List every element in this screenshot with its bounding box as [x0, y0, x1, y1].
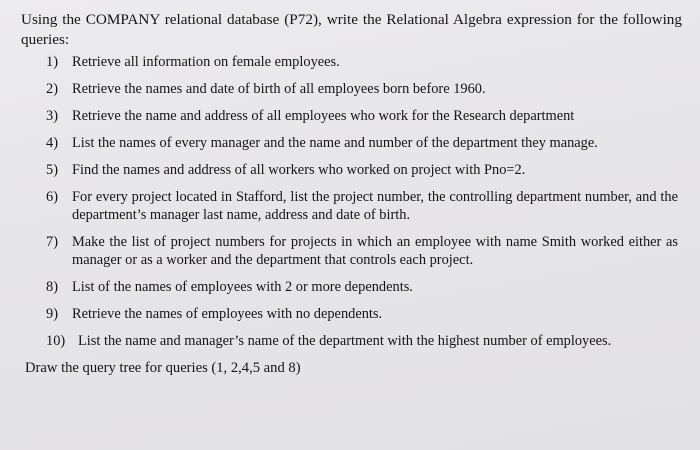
question-text: List the names of every manager and the name and number of the department they manage. [72, 135, 598, 151]
question-text: Retrieve the names and date of birth of all employees born before 1960. [72, 81, 486, 97]
question-item [21, 161, 682, 179]
intro-paragraph: Using the COMPANY relational database (P72), write the Relational Algebra expression for the following queries: [21, 11, 682, 48]
question-list [21, 53, 682, 350]
closing-instruction: Draw the query tree for queries (1, 2,4,5 and 8) [25, 360, 301, 376]
question-text: List the name and manager’s name of the department with the highest number of employees. [78, 333, 612, 349]
question-item [21, 332, 682, 350]
question-item [21, 233, 682, 269]
question-text: Make the list of project numbers for projects in which an employee with name Smith worked either as manager or as a worker and the department that controls each project. [72, 234, 678, 268]
question-number: 3) [46, 108, 58, 124]
question-number: 9) [46, 306, 58, 322]
question-number: 8) [46, 279, 58, 295]
question-number: 1) [46, 54, 58, 70]
question-item [21, 305, 682, 323]
question-item [21, 80, 682, 98]
question-text: Retrieve the names of employees with no dependents. [72, 306, 383, 322]
question-number: 6) [46, 189, 58, 205]
question-number: 5) [46, 162, 58, 178]
question-text: Retrieve all information on female employees. [72, 54, 340, 70]
question-number: 7) [46, 234, 58, 250]
question-number: 2) [46, 81, 58, 97]
question-text: Find the names and address of all workers who worked on project with Pno=2. [72, 162, 526, 178]
question-number: 10) [46, 333, 66, 349]
question-text: Retrieve the name and address of all employees who work for the Research department [72, 108, 575, 124]
question-text: List of the names of employees with 2 or more dependents. [72, 279, 413, 295]
question-item [21, 53, 682, 71]
question-item [21, 188, 682, 224]
question-item [21, 134, 682, 152]
question-number: 4) [46, 135, 58, 151]
question-item [21, 278, 682, 296]
question-text: For every project located in Stafford, list the project number, the controlling department number, and the department’s manager last name, address and date of birth. [72, 189, 678, 223]
question-item [21, 107, 682, 125]
